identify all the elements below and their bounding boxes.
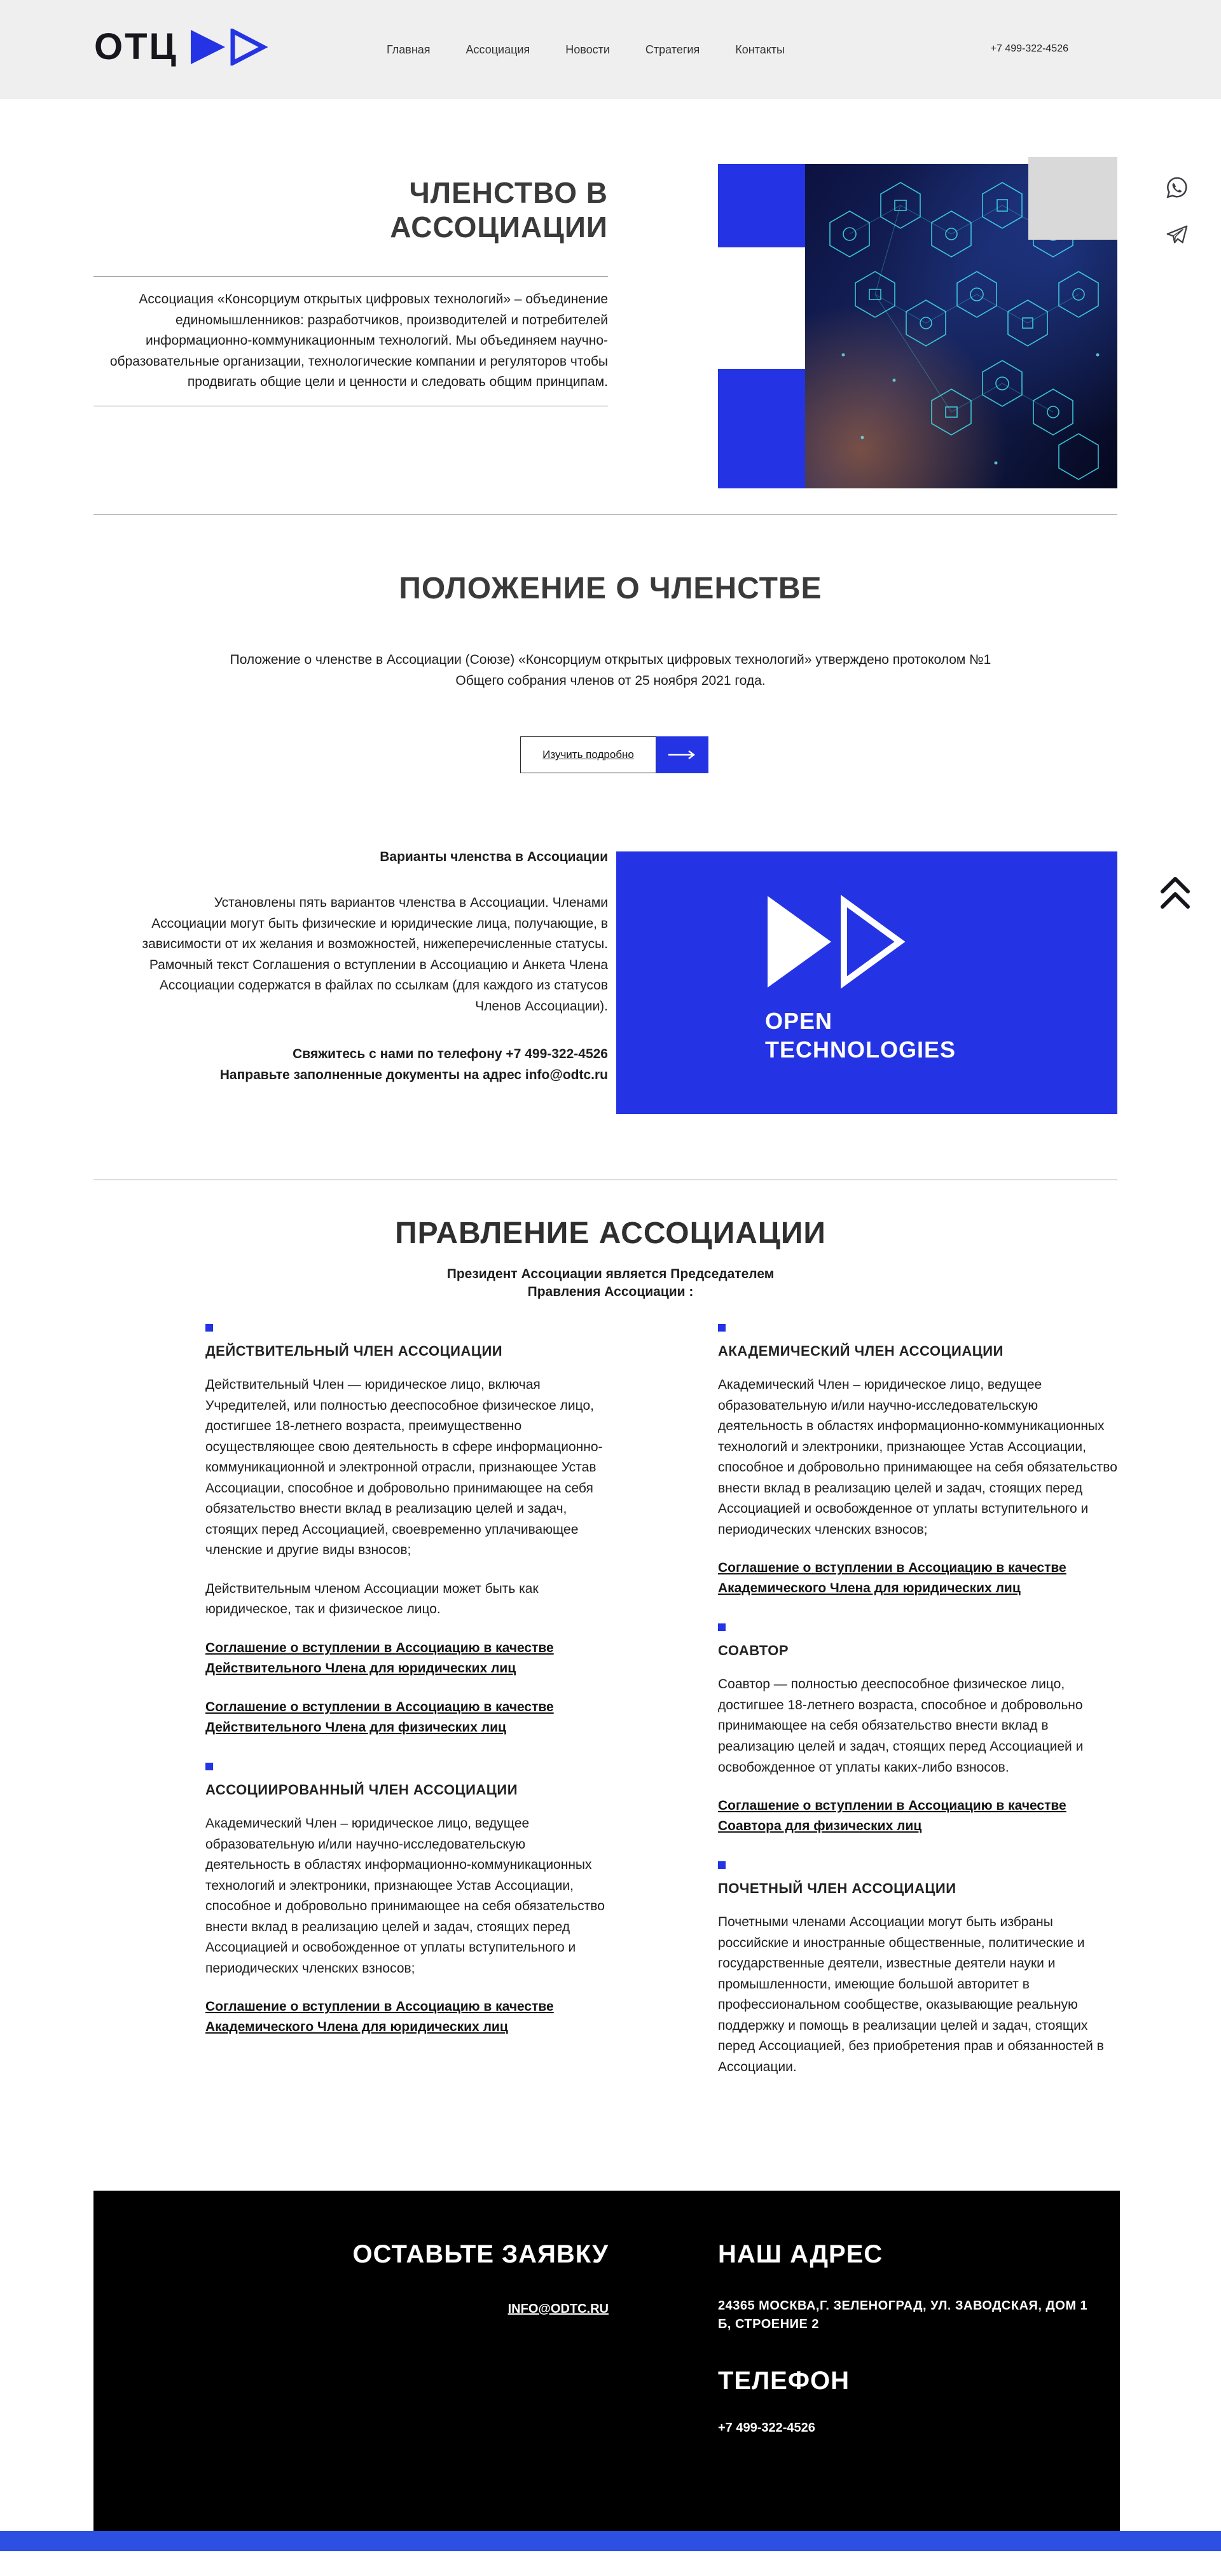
footer-apply-title: ОСТАВЬТЕ ЗАЯВКУ (352, 2240, 609, 2268)
bullet-square (718, 1324, 726, 1332)
board-item-heading: ПОЧЕТНЫЙ ЧЛЕН АССОЦИАЦИИ (718, 1880, 956, 1897)
main-nav (387, 0, 785, 99)
decor-blue-square-bottom (718, 369, 805, 488)
whatsapp-icon[interactable] (1165, 176, 1189, 200)
nav-item-association[interactable]: Ассоциация (466, 43, 530, 56)
board-item-text: Почетными членами Ассоциации могут быть избраны российские и иностранные общественные, политические и государственные деятели, известные деятели науки и промышленности, имеющие большой авторитет в профессиональном сообществе, оказывающие реальную поддержку и помощь в реализации целей и задач, стоящих перед Ассоциацией, без приобретения прав и обязанностей в Ассоциации. (718, 1915, 1104, 2074)
brand-line1: OPEN (765, 1008, 833, 1034)
footer-phone: +7 499-322-4526 (718, 2421, 815, 2435)
agreement-link[interactable]: Соглашение о вступлении в Ассоциацию в качестве Соавтора для физических лиц (718, 1798, 1066, 1833)
header (0, 0, 1221, 99)
board-column-left (205, 1324, 609, 2062)
footer-address: 24365 МОСКВА,Г. ЗЕЛЕНОГРАД, УЛ. ЗАВОДСКАЯ, ДОМ 1 Б, СТРОЕНИЕ 2 (718, 2299, 1088, 2331)
board-item-heading: АКАДЕМИЧЕСКИЙ ЧЛЕН АССОЦИАЦИИ (718, 1343, 1004, 1359)
board-item-text: Действительным членом Ассоциации может быть как юридическое, так и физическое лицо. (205, 1581, 539, 1617)
footer (93, 2191, 1120, 2531)
footer-phone-title: ТЕЛЕФОН (718, 2367, 850, 2395)
brand-play-triangles-icon (760, 891, 906, 993)
board-item-text: Соавтор — полностью дееспособное физическое лицо, достигшее 18-летнего возраста, способное и добровольно принимающее на себя обязательство внести вклад в реализацию целей и задач, стоящих перед Ассоциацией и освобожденное от уплаты каких-либо взносов. (718, 1677, 1084, 1775)
learn-more-button[interactable] (520, 736, 708, 773)
board-item-full-member (205, 1324, 609, 1737)
membership-intro-text: Ассоциация «Консорциум открытых цифровых технологий» – объединение единомышленников: разработчиков, производителей и потребителей информационно-коммуникационным технологий. Мы объединяем научно-образовательные организации, технологические компании и регуляторов чтобы продвигать общие цели и ценности и следовать общим принципам. (93, 276, 608, 406)
board-item-associated-member (205, 1763, 609, 2037)
nav-item-strategy[interactable]: Стратегия (645, 43, 700, 56)
arrow-right-icon (656, 736, 708, 773)
contact-email-line: Направьте заполненные документы на адрес info@odtc.ru (219, 1067, 608, 1082)
logo[interactable] (94, 25, 284, 68)
decor-blue-square-top (718, 164, 805, 247)
agreement-link[interactable]: Соглашение о вступлении в Ассоциацию в качестве Действительного Члена для юридических лиц (205, 1641, 554, 1676)
footer-contacts-block (718, 2240, 1100, 2435)
footer-apply-block (93, 2240, 609, 2317)
learn-more-label: Изучить подробно (520, 736, 656, 773)
bullet-square (718, 1623, 726, 1631)
footer-email-link[interactable]: INFO@ODTC.RU (507, 2302, 609, 2316)
logo-play-triangles-icon (188, 29, 284, 65)
board-item-heading: ДЕЙСТВИТЕЛЬНЫЙ ЧЛЕН АССОЦИАЦИИ (205, 1343, 503, 1359)
bullet-square (205, 1324, 213, 1332)
membership-title: ЧЛЕНСТВО В АССОЦИАЦИИ (390, 176, 608, 244)
board-item-honorary-member (718, 1861, 1121, 2077)
board-item-heading: СОАВТОР (718, 1643, 789, 1659)
board-item-academic-member (718, 1324, 1121, 1598)
board-title: ПРАВЛЕНИЕ АССОЦИАЦИИ (395, 1216, 826, 1250)
board-subtitle-line2: Правления Ассоциации : (527, 1285, 694, 1300)
section-divider (93, 514, 1117, 515)
agreement-link[interactable]: Соглашение о вступлении в Ассоциацию в качестве Академического Члена для юридических лиц (718, 1560, 1066, 1595)
telegram-icon[interactable] (1165, 223, 1189, 247)
board-item-text: Действительный Член — юридическое лицо, включая Учредителей, или полностью дееспособное физическое лицо, достигшее 18-летнего возраста, преимущественно осуществляющее свою деятельность в сфере информационно-коммуникационной и электронной отрасли, признающее Устав Ассоциации, способное и добровольно принимающее на себя обязательство внести вклад в реализацию целей и задач, стоящих перед Ассоциацией, своевременно уплачивающее членские и другие виды взносов; (205, 1377, 603, 1558)
brand-line2: TECHNOLOGIES (765, 1037, 956, 1063)
bullet-square (718, 1861, 726, 1869)
nav-item-home[interactable]: Главная (387, 43, 431, 56)
nav-item-news[interactable]: Новости (565, 43, 610, 56)
decor-gray-square (1028, 157, 1117, 240)
regulation-text: Положение о членстве в Ассоциации (Союзе) «Консорциум открытых цифровых технологий» утверждено протоколом №1 Общего собрания членов от 25 ноября 2021 года. (230, 652, 991, 688)
nav-item-contacts[interactable]: Контакты (735, 43, 785, 56)
board-item-heading: АССОЦИИРОВАННЫЙ ЧЛЕН АССОЦИАЦИИ (205, 1782, 518, 1798)
bottom-accent-strip (0, 2531, 1221, 2551)
agreement-link[interactable]: Соглашение о вступлении в Ассоциацию в качестве Действительного Члена для физических лиц (205, 1700, 554, 1735)
board-column-right (718, 1324, 1121, 2103)
open-technologies-banner (616, 851, 1117, 1114)
contact-phone-line: Свяжитесь с нами по телефону +7 499-322-4526 (293, 1047, 608, 1061)
options-text: Установлены пять вариантов членства в Ассоциации. Членами Ассоциации могут быть физические и юридические лица, получающие, в зависимости от их желания и возможностей, нижеперечисленные статусы. Рамочный текст Соглашения о вступлении в Ассоциацию и Анкета Члена Ассоциации содержатся в файлах по ссылкам (для каждого из статусов Членов Ассоциации). (142, 895, 608, 1014)
scroll-to-top-button[interactable] (1157, 870, 1193, 914)
header-phone[interactable]: +7 499-322-4526 (990, 43, 1068, 54)
agreement-link[interactable]: Соглашение о вступлении в Ассоциацию в качестве Академического Члена для юридических лиц (205, 1999, 554, 2034)
options-title: Варианты членства в Ассоциации (380, 850, 608, 864)
logo-text: ОТЦ (94, 26, 178, 67)
footer-address-title: НАШ АДРЕС (718, 2240, 883, 2268)
bullet-square (205, 1763, 213, 1770)
brand-wordmark (765, 1007, 956, 1064)
board-subtitle (0, 1265, 1221, 1302)
board-subtitle-line1: Президент Ассоциации является Председателем (446, 1267, 775, 1281)
board-item-coauthor (718, 1623, 1121, 1836)
options-contact (140, 1044, 608, 1085)
board-item-text: Академический Член – юридическое лицо, ведущее образовательную и/или научно-исследовательскую деятельность в областях информационно-коммуникационных технологий и электроники, признающее Устав Ассоциации, способное и добровольно принимающее на себя обязательство внести вклад в реализацию целей и задач, стоящих перед Ассоциацией и освобожденное от уплаты вступительного и периодических членских взносов; (205, 1816, 605, 1976)
social-bar (1165, 176, 1189, 247)
board-item-text: Академический Член – юридическое лицо, ведущее образовательную и/или научно-исследовательскую деятельность в областях информационно-коммуникационных технологий и электроники, признающее Устав Ассоциации, способное и добровольно принимающее на себя обязательство внести вклад в реализацию целей и задач, стоящих перед Ассоциацией и освобожденное от уплаты вступительного и периодических членских взносов; (718, 1377, 1117, 1537)
double-chevron-up-icon (1157, 870, 1193, 914)
regulation-title: ПОЛОЖЕНИЕ О ЧЛЕНСТВЕ (399, 572, 822, 605)
